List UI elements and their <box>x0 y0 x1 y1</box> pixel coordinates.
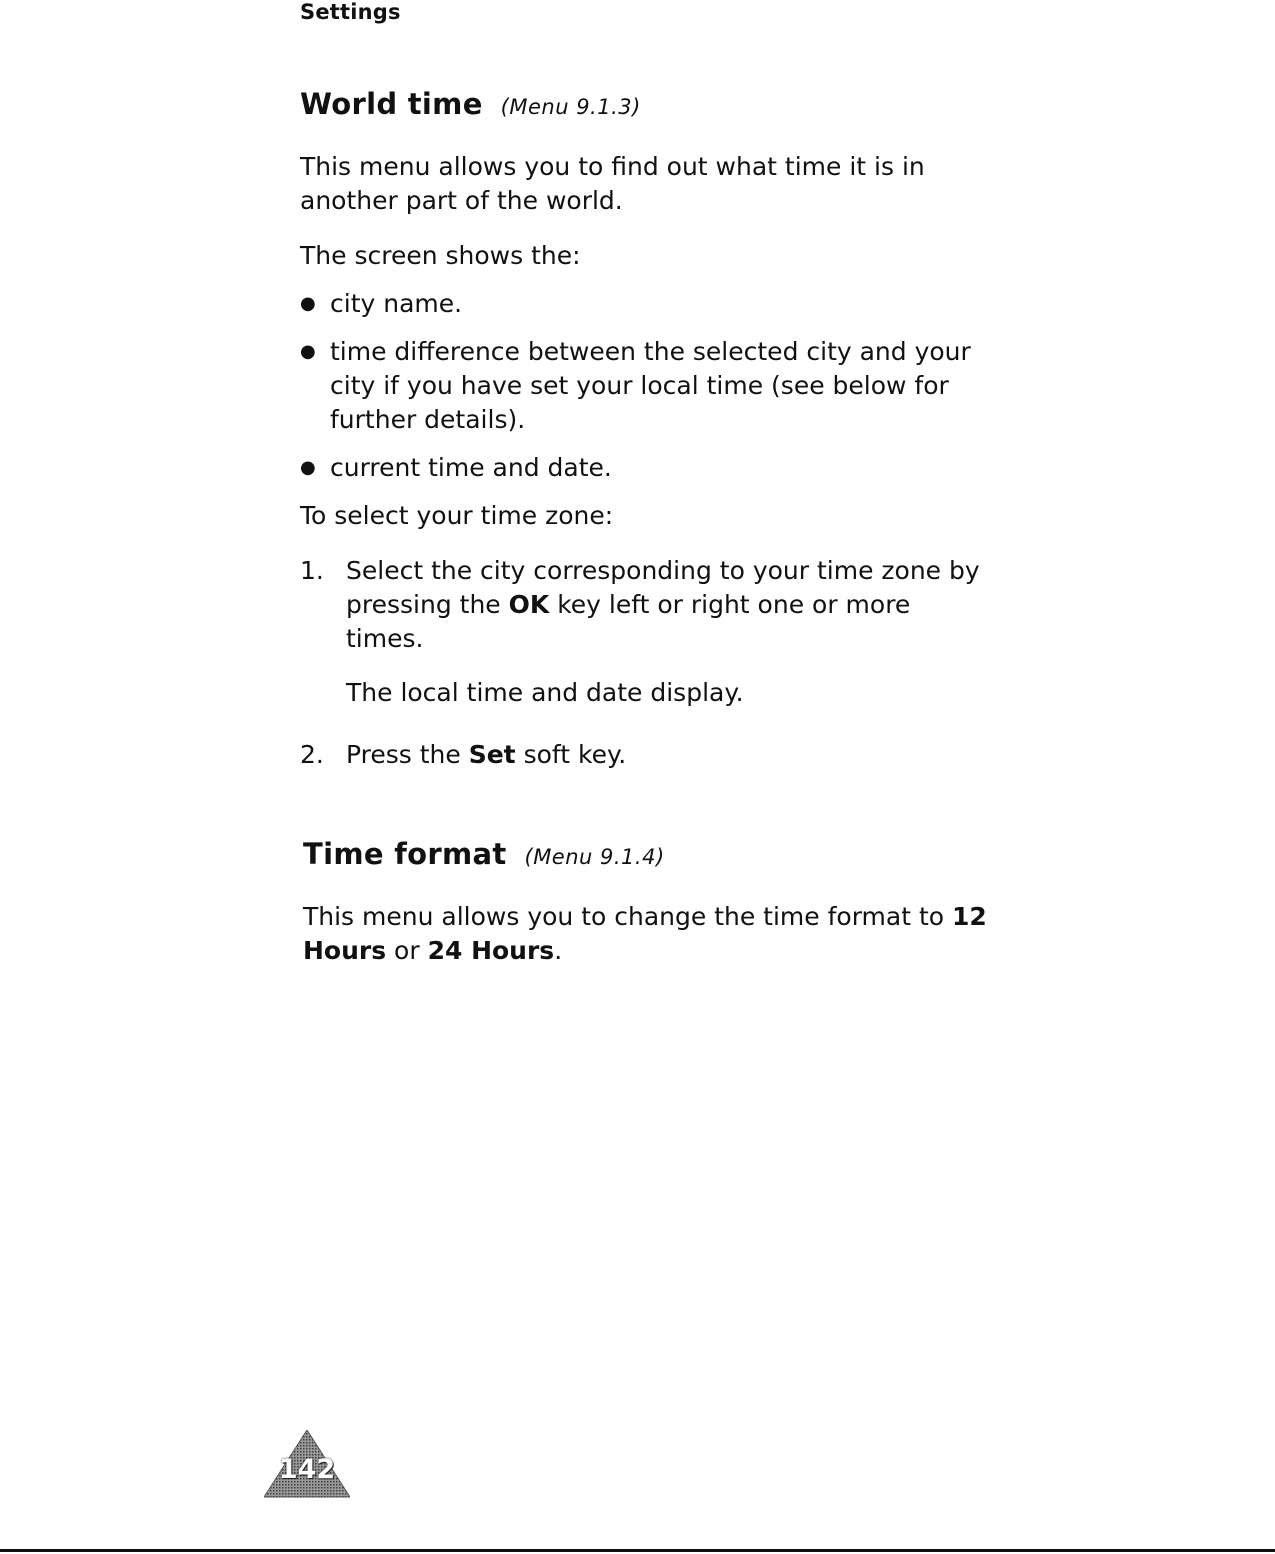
time-format-title: Time format <box>303 837 507 871</box>
bullet-icon: ● <box>300 341 316 362</box>
list-item-text: current time and date. <box>330 453 612 482</box>
step-text-part: Press the <box>346 740 469 769</box>
step-text-part: key left or right one or more times. <box>346 590 911 653</box>
step-item <box>300 738 990 772</box>
bullet-icon: ● <box>300 457 316 478</box>
description-text-part: or <box>386 936 428 965</box>
bullet-icon: ● <box>300 293 316 314</box>
world-time-heading <box>300 82 990 129</box>
step-note: The local time and date display. <box>346 678 744 707</box>
step-text <box>346 556 980 653</box>
list-item <box>300 335 990 437</box>
description-text-part: . <box>554 936 563 965</box>
time-format-heading <box>303 832 990 879</box>
step-text <box>346 740 626 769</box>
world-time-menu-ref: (Menu 9.1.3) <box>500 95 641 119</box>
page-number: 142 <box>278 1454 336 1485</box>
world-time-intro: This menu allows you to find out what time it is in another part of the world. <box>300 152 925 215</box>
set-key-label: Set <box>468 740 516 769</box>
option-12-hours: 12 Hours <box>303 902 987 965</box>
ok-key-label: OK <box>508 590 550 619</box>
description-text-part: This menu allows you to change the time format to <box>303 902 953 931</box>
step-text-part: Select the city corresponding to your time zone by pressing the <box>346 556 980 619</box>
time-zone-steps <box>300 554 990 772</box>
bottom-rule <box>0 1549 1275 1552</box>
time-format-menu-ref: (Menu 9.1.4) <box>524 845 665 869</box>
page-content <box>300 82 990 968</box>
list-item <box>300 287 990 321</box>
time-format-description <box>303 900 990 968</box>
option-24-hours: 24 Hours <box>427 936 555 965</box>
list-item-text: city name. <box>330 289 463 318</box>
step-number: 1. <box>300 556 324 585</box>
step-number: 2. <box>300 740 324 769</box>
world-time-title: World time <box>300 87 483 121</box>
step-text-part: soft key. <box>515 740 627 769</box>
select-time-zone-label: To select your time zone: <box>300 501 614 530</box>
screen-shows-list <box>300 287 990 485</box>
step-item <box>300 554 990 710</box>
list-item <box>300 451 990 485</box>
list-item-text: time difference between the selected city and your city if you have set your local time (see below for further details). <box>330 337 971 434</box>
running-head: Settings <box>300 0 401 24</box>
screen-shows-label: The screen shows the: <box>300 241 581 270</box>
